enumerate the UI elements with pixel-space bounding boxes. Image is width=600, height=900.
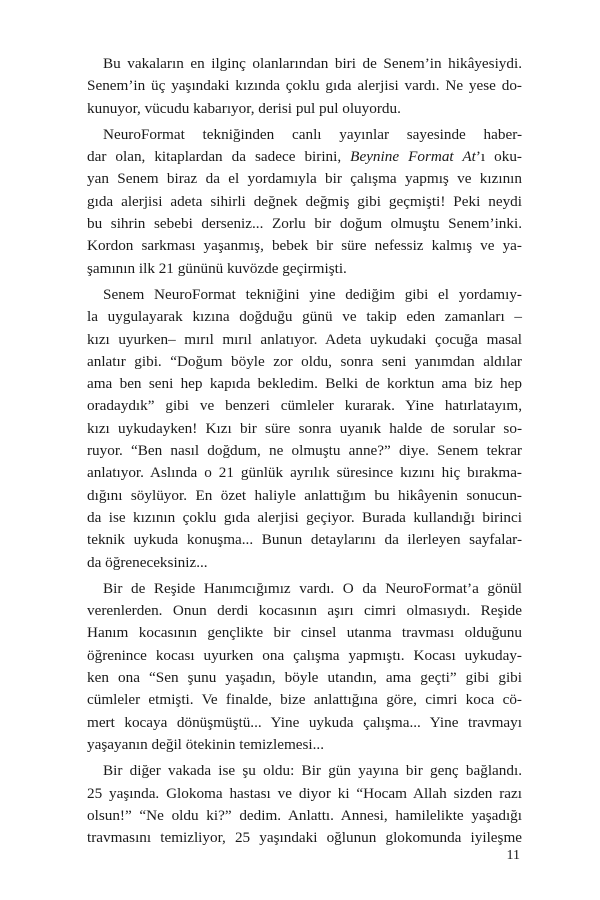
text-line: ama ben seni hep kapıda bekledim. Belki de korktun ama biz hep	[87, 375, 522, 393]
text-line: ruyor. “Ben nasıl doğdum, ne olmuştu anne?” diye. Senem tekrar	[87, 442, 522, 460]
text-line: oradaydık” gibi ve benzeri cümleler kurarak. Yine hatırlatayım,	[87, 397, 522, 415]
text-line: şamının ilk 21 gününü kuvözde geçirmişti.	[87, 259, 347, 277]
text-line: da öğreneceksiniz...	[87, 553, 208, 571]
text-line: Bir de Reşide Hanımcığımız vardı. O da NeuroFormat’a gönül	[103, 579, 522, 597]
text-line: yaşayanın değil ötekinin temizlemesi...	[87, 735, 325, 753]
text-line: gıda alerjisi adeta sihirli değnek değmiş gibi geçmişti! Peki neydi	[87, 192, 522, 210]
book-title: Beynine Format At	[350, 148, 476, 166]
paragraph-senem-method	[87, 284, 522, 574]
text-line: öğrenince kocası uyurken ona çalışma yapmıştı. Kocası uykuday-	[87, 646, 522, 664]
text-line: olsun!” “Ne oldu ki?” dedim. Anlattı. Annesi, hamilelikte yaşadığı	[87, 806, 522, 824]
text-line-with-title	[87, 146, 522, 168]
text-line: anlatır gibi. “Doğum böyle zor oldu, sonra seni yanımdan aldılar	[87, 352, 522, 370]
text-line: dığını söylüyor. En özet haliyle anlattığım bu hikâyenin sonucun-	[87, 486, 522, 504]
text-fragment: ’ı oku-	[475, 148, 522, 166]
text-line: Senem’in üç yaşındaki kızında çoklu gıda alerjisi vardı. Ne yese do-	[87, 77, 522, 95]
text-fragment: dar olan, kitaplardan da sadece birini,	[87, 148, 351, 166]
text-line: mert kocaya dönüşmüştü... Yine uykuda çalışma... Yine travmayı	[87, 713, 522, 731]
text-line: bu sihrin sebebi derseniz... Zorlu bir doğum olmuştu Senem’inki.	[87, 215, 522, 233]
text-line: kızı uykudayken! Kızı bir süre sonra uyanık halde de sorular so-	[87, 419, 522, 437]
text-line: travmasını temizliyor, 25 yaşındaki oğlunun glokomunda iyileşme	[87, 829, 522, 847]
text-line: ken ona “Sen şunu yaşadın, böyle utandın, ama geçti” gibi gibi	[87, 669, 522, 687]
text-line: la uygulayarak kızına doğduğu günü ve takip eden zamanları –	[87, 308, 522, 326]
text-line: Senem NeuroFormat tekniğini yine dediğim gibi el yordamıy-	[103, 285, 522, 303]
text-line: Hanım kocasının gençlikte bir cinsel utanma travması olduğunu	[87, 624, 522, 642]
paragraph-senem-technique	[87, 124, 522, 280]
text-line: teknik uykuda konuşma... Bunun detaylarını da ilerleyen sayfalar-	[87, 531, 522, 549]
text-line: da ise kızının çoklu gıda alerjisi geçiyor. Burada kullandığı birinci	[87, 508, 522, 526]
text-line: Kordon sarkması yaşanmış, bebek bir süre nefessiz kalmış ve ya-	[87, 237, 522, 255]
paragraph-senem-intro	[87, 53, 522, 120]
text-line: kunuyor, vücudu kabarıyor, derisi pul pul oluyordu.	[87, 99, 401, 117]
text-line: yan Senem biraz da el yordamıyla bir çalışma yapmış ve kızının	[87, 170, 522, 188]
text-line: 25 yaşında. Glokoma hastası ve diyor ki “Hocam Allah sizden razı	[87, 784, 522, 802]
text-line: cümleler etmişti. Ve finalde, bize anlattığına göre, cimri koca cö-	[87, 691, 522, 709]
paragraph-reside	[87, 578, 522, 756]
text-line: verenlerden. Onun derdi kocasının aşırı cimri olmasıydı. Reşide	[87, 602, 522, 620]
paragraph-glaucoma-case	[87, 760, 522, 849]
page-number: 11	[506, 848, 520, 863]
text-line: kızı uyurken– mırıl mırıl anlatıyor. Adeta uykudaki çocuğa masal	[87, 330, 522, 348]
text-line: Bu vakaların en ilginç olanlarından biri de Senem’in hikâyesiydi.	[103, 55, 522, 72]
text-line: NeuroFormat tekniğinden canlı yayınlar sayesinde haber-	[103, 125, 522, 143]
text-line: anlatıyor. Aslında o 21 günlük ayrılık süresince kızını hiç bırakma-	[87, 464, 522, 482]
text-line: Bir diğer vakada ise şu oldu: Bir gün yayına bir genç bağlandı.	[103, 762, 522, 780]
